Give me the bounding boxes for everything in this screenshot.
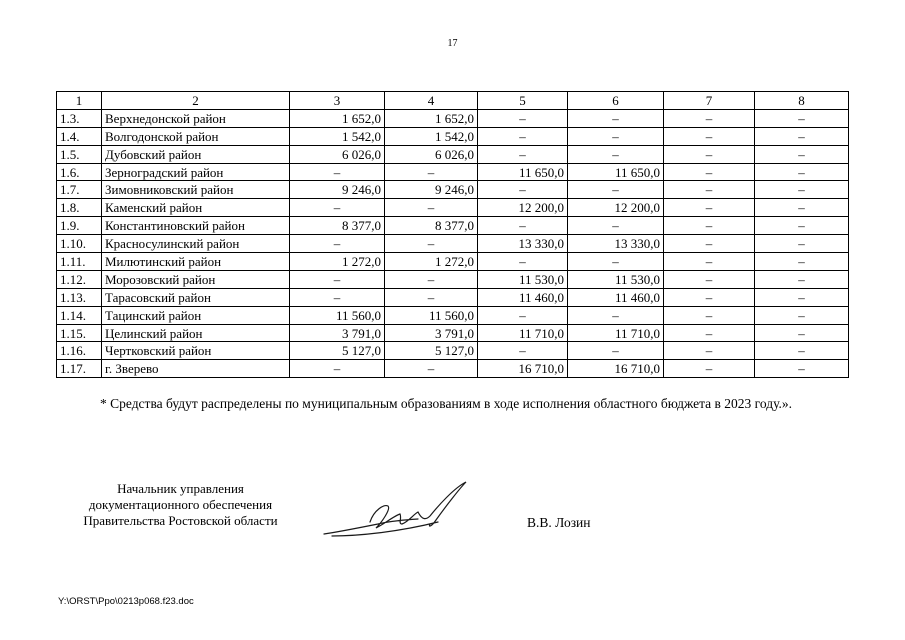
table-header-row bbox=[57, 92, 849, 110]
amount-cell: 1 652,0 bbox=[385, 109, 478, 127]
table-row bbox=[57, 306, 849, 324]
amount-cell: – bbox=[664, 181, 755, 199]
column-header: 6 bbox=[568, 92, 664, 110]
amount-cell: – bbox=[290, 270, 385, 288]
handwritten-signature bbox=[318, 476, 478, 546]
row-number-cell: 1.7. bbox=[57, 181, 102, 199]
footnote-text: * Средства будут распределены по муниципальным образованиям в ходе исполнения областного бюджета в 2023 году.». bbox=[100, 396, 793, 411]
amount-cell: – bbox=[755, 324, 849, 342]
amount-cell: 12 200,0 bbox=[478, 199, 568, 217]
district-name-cell: Милютинский район bbox=[102, 253, 290, 271]
amount-cell: 5 127,0 bbox=[290, 342, 385, 360]
amount-cell: 11 650,0 bbox=[478, 163, 568, 181]
signer-title-line: документационного обеспечения bbox=[88, 497, 273, 512]
amount-cell: 16 710,0 bbox=[478, 360, 568, 378]
column-header: 8 bbox=[755, 92, 849, 110]
amount-cell: – bbox=[664, 145, 755, 163]
amount-cell: – bbox=[755, 181, 849, 199]
row-number-cell: 1.5. bbox=[57, 145, 102, 163]
amount-cell: – bbox=[755, 163, 849, 181]
amount-cell: 9 246,0 bbox=[385, 181, 478, 199]
amount-cell: – bbox=[755, 145, 849, 163]
district-name-cell: Дубовский район bbox=[102, 145, 290, 163]
table-row bbox=[57, 342, 849, 360]
amount-cell: – bbox=[478, 145, 568, 163]
district-name-cell: Морозовский район bbox=[102, 270, 290, 288]
row-number-cell: 1.4. bbox=[57, 127, 102, 145]
amount-cell: – bbox=[478, 109, 568, 127]
amount-cell: – bbox=[755, 109, 849, 127]
table-row bbox=[57, 181, 849, 199]
amount-cell: – bbox=[568, 127, 664, 145]
row-number-cell: 1.13. bbox=[57, 288, 102, 306]
amount-cell: – bbox=[755, 342, 849, 360]
amount-cell: – bbox=[385, 199, 478, 217]
row-number-cell: 1.10. bbox=[57, 235, 102, 253]
column-header: 7 bbox=[664, 92, 755, 110]
amount-cell: – bbox=[568, 145, 664, 163]
amount-cell: – bbox=[568, 181, 664, 199]
row-number-cell: 1.6. bbox=[57, 163, 102, 181]
signer-title-line: Начальник управления bbox=[117, 481, 244, 496]
row-number-cell: 1.9. bbox=[57, 217, 102, 235]
amount-cell: 6 026,0 bbox=[290, 145, 385, 163]
table-row bbox=[57, 127, 849, 145]
amount-cell: 11 530,0 bbox=[478, 270, 568, 288]
amount-cell: 11 560,0 bbox=[290, 306, 385, 324]
amount-cell: – bbox=[568, 253, 664, 271]
table-row bbox=[57, 288, 849, 306]
column-header: 4 bbox=[385, 92, 478, 110]
file-path: Y:\ORST\Ppo\0213p068.f23.doc bbox=[58, 596, 194, 607]
amount-cell: – bbox=[290, 288, 385, 306]
amount-cell: 11 650,0 bbox=[568, 163, 664, 181]
amount-cell: – bbox=[290, 235, 385, 253]
amount-cell: – bbox=[290, 360, 385, 378]
amount-cell: – bbox=[385, 163, 478, 181]
amount-cell: 11 460,0 bbox=[478, 288, 568, 306]
amount-cell: – bbox=[478, 253, 568, 271]
amount-cell: 1 542,0 bbox=[385, 127, 478, 145]
amount-cell: – bbox=[664, 217, 755, 235]
amount-cell: – bbox=[568, 109, 664, 127]
district-name-cell: Верхнедонской район bbox=[102, 109, 290, 127]
column-header: 2 bbox=[102, 92, 290, 110]
table-row bbox=[57, 235, 849, 253]
footnote bbox=[60, 394, 846, 413]
amount-cell: 8 377,0 bbox=[290, 217, 385, 235]
amount-cell: 1 652,0 bbox=[290, 109, 385, 127]
amount-cell: – bbox=[664, 235, 755, 253]
row-number-cell: 1.11. bbox=[57, 253, 102, 271]
amount-cell: 3 791,0 bbox=[385, 324, 478, 342]
district-name-cell: Тацинский район bbox=[102, 306, 290, 324]
amount-cell: – bbox=[664, 109, 755, 127]
amount-cell: 9 246,0 bbox=[290, 181, 385, 199]
amount-cell: 13 330,0 bbox=[478, 235, 568, 253]
table-row bbox=[57, 199, 849, 217]
amount-cell: – bbox=[385, 360, 478, 378]
amount-cell: – bbox=[478, 342, 568, 360]
amount-cell: 16 710,0 bbox=[568, 360, 664, 378]
amount-cell: – bbox=[755, 253, 849, 271]
amount-cell: – bbox=[755, 360, 849, 378]
district-name-cell: Волгодонской район bbox=[102, 127, 290, 145]
amount-cell: – bbox=[385, 235, 478, 253]
district-name-cell: Целинский район bbox=[102, 324, 290, 342]
amount-cell: – bbox=[664, 306, 755, 324]
amount-cell: – bbox=[478, 306, 568, 324]
amount-cell: – bbox=[568, 306, 664, 324]
district-name-cell: Константиновский район bbox=[102, 217, 290, 235]
amount-cell: – bbox=[755, 127, 849, 145]
amount-cell: 13 330,0 bbox=[568, 235, 664, 253]
table-row bbox=[57, 270, 849, 288]
amount-cell: – bbox=[290, 199, 385, 217]
amount-cell: 11 530,0 bbox=[568, 270, 664, 288]
amount-cell: – bbox=[664, 360, 755, 378]
amount-cell: – bbox=[290, 163, 385, 181]
signer-title-line: Правительства Ростовской области bbox=[83, 513, 278, 528]
allocation-table bbox=[56, 91, 849, 378]
amount-cell: – bbox=[755, 270, 849, 288]
amount-cell: – bbox=[385, 288, 478, 306]
amount-cell: – bbox=[664, 163, 755, 181]
amount-cell: – bbox=[478, 127, 568, 145]
amount-cell: – bbox=[568, 342, 664, 360]
amount-cell: 1 272,0 bbox=[290, 253, 385, 271]
district-name-cell: Чертковский район bbox=[102, 342, 290, 360]
amount-cell: – bbox=[478, 181, 568, 199]
district-name-cell: Зимовниковский район bbox=[102, 181, 290, 199]
table-row bbox=[57, 253, 849, 271]
amount-cell: – bbox=[664, 270, 755, 288]
amount-cell: – bbox=[755, 288, 849, 306]
amount-cell: 11 560,0 bbox=[385, 306, 478, 324]
page-number: 17 bbox=[447, 38, 458, 49]
column-header: 5 bbox=[478, 92, 568, 110]
row-number-cell: 1.17. bbox=[57, 360, 102, 378]
amount-cell: 5 127,0 bbox=[385, 342, 478, 360]
district-name-cell: Красносулинский район bbox=[102, 235, 290, 253]
row-number-cell: 1.12. bbox=[57, 270, 102, 288]
table-row bbox=[57, 163, 849, 181]
table-row bbox=[57, 360, 849, 378]
table-row bbox=[57, 109, 849, 127]
district-name-cell: Каменский район bbox=[102, 199, 290, 217]
amount-cell: 8 377,0 bbox=[385, 217, 478, 235]
amount-cell: – bbox=[755, 306, 849, 324]
amount-cell: – bbox=[664, 253, 755, 271]
signer-name: В.В. Лозин bbox=[527, 515, 591, 530]
table-body bbox=[57, 109, 849, 377]
amount-cell: – bbox=[755, 199, 849, 217]
column-header: 3 bbox=[290, 92, 385, 110]
amount-cell: 11 710,0 bbox=[568, 324, 664, 342]
amount-cell: 12 200,0 bbox=[568, 199, 664, 217]
amount-cell: – bbox=[755, 235, 849, 253]
row-number-cell: 1.8. bbox=[57, 199, 102, 217]
amount-cell: 1 542,0 bbox=[290, 127, 385, 145]
amount-cell: 1 272,0 bbox=[385, 253, 478, 271]
row-number-cell: 1.3. bbox=[57, 109, 102, 127]
district-name-cell: Зерноградский район bbox=[102, 163, 290, 181]
row-number-cell: 1.14. bbox=[57, 306, 102, 324]
amount-cell: – bbox=[664, 199, 755, 217]
signer-title bbox=[58, 481, 303, 529]
row-number-cell: 1.15. bbox=[57, 324, 102, 342]
amount-cell: – bbox=[664, 342, 755, 360]
amount-cell: 3 791,0 bbox=[290, 324, 385, 342]
district-name-cell: Тарасовский район bbox=[102, 288, 290, 306]
table-row bbox=[57, 324, 849, 342]
amount-cell: 11 460,0 bbox=[568, 288, 664, 306]
table-row bbox=[57, 145, 849, 163]
amount-cell: – bbox=[664, 324, 755, 342]
amount-cell: – bbox=[385, 270, 478, 288]
amount-cell: – bbox=[568, 217, 664, 235]
table-row bbox=[57, 217, 849, 235]
row-number-cell: 1.16. bbox=[57, 342, 102, 360]
amount-cell: – bbox=[664, 127, 755, 145]
amount-cell: – bbox=[755, 217, 849, 235]
district-name-cell: г. Зверево bbox=[102, 360, 290, 378]
amount-cell: 6 026,0 bbox=[385, 145, 478, 163]
column-header: 1 bbox=[57, 92, 102, 110]
amount-cell: – bbox=[478, 217, 568, 235]
amount-cell: 11 710,0 bbox=[478, 324, 568, 342]
amount-cell: – bbox=[664, 288, 755, 306]
